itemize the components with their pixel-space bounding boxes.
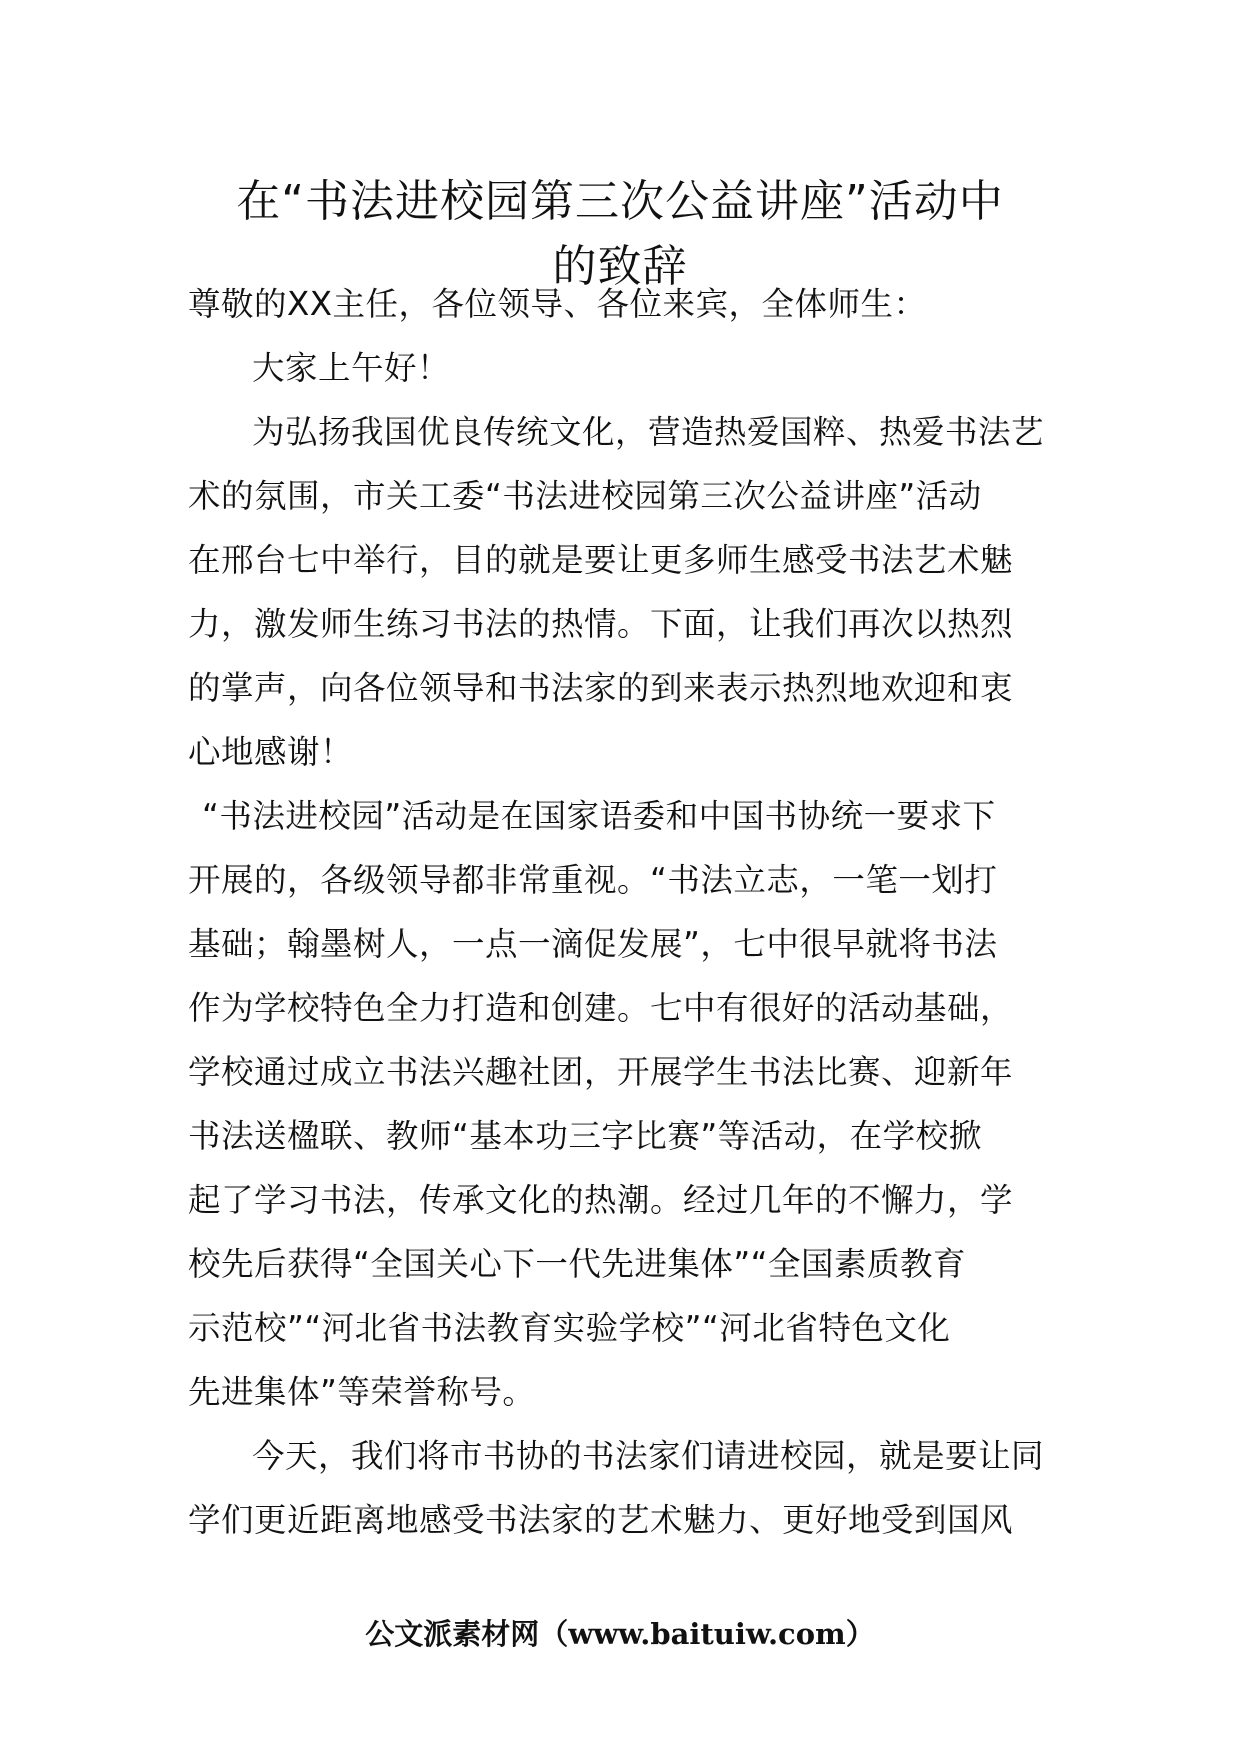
paragraph-line: “书法进校园”活动是在国家语委和中国书协统一要求下 [202, 797, 996, 835]
paragraph-line: 为弘扬我国优良传统文化，营造热爱国粹、热爱书法艺 [252, 413, 1045, 451]
paragraph-line: 基础；翰墨树人，一点一滴促发展”，七中很早就将书法 [188, 925, 998, 963]
paragraph-line: 学校通过成立书法兴趣社团，开展学生书法比赛、迎新年 [188, 1053, 1014, 1091]
greeting: 大家上午好！ [252, 349, 451, 387]
document-title-line-1: 在“书法进校园第三次公益讲座”活动中 [236, 176, 1004, 227]
paragraph-line: 学们更近距离地感受书法家的艺术魅力、更好地受到国风 [188, 1501, 1014, 1539]
paragraph-line: 的掌声，向各位领导和书法家的到来表示热烈地欢迎和衷 [188, 669, 1014, 707]
paragraph-3 [188, 1424, 1068, 1552]
footer-watermark: 公文派素材网（www.baituiw.com） [365, 1617, 875, 1651]
paragraph-1 [188, 400, 1068, 784]
paragraph-line: 书法送楹联、教师“基本功三字比赛”等活动，在学校掀 [188, 1117, 982, 1155]
paragraph-line: 心地感谢！ [188, 733, 354, 771]
paragraph-2 [188, 784, 1068, 1424]
paragraph-line: 先进集体”等荣誉称号。 [188, 1373, 536, 1411]
paragraph-line: 在邢台七中举行，目的就是要让更多师生感受书法艺术魅 [188, 541, 1014, 579]
paragraph-line: 示范校”“河北省书法教育实验学校”“河北省特色文化 [188, 1309, 951, 1347]
document-title-line-2: 的致辞 [552, 241, 688, 292]
paragraph-line: 校先后获得“全国关心下一代先进集体”“全国素质教育 [188, 1245, 967, 1283]
salutation: 尊敬的XX主任，各位领导、各位来宾，全体师生： [188, 285, 927, 323]
paragraph-line: 力，激发师生练习书法的热情。下面，让我们再次以热烈 [188, 605, 1014, 643]
paragraph-line: 起了学习书法，传承文化的热潮。经过几年的不懈力，学 [188, 1181, 1014, 1219]
paragraph-line: 作为学校特色全力打造和创建。七中有很好的活动基础， [188, 989, 1014, 1027]
document-body [188, 272, 1068, 1552]
paragraph-line: 开展的，各级领导都非常重视。“书法立志，一笔一划打 [188, 861, 998, 899]
paragraph-line: 术的氛围，市关工委“书法进校园第三次公益讲座”活动 [188, 477, 982, 515]
paragraph-line: 今天，我们将市书协的书法家们请进校园，就是要让同 [252, 1437, 1045, 1475]
